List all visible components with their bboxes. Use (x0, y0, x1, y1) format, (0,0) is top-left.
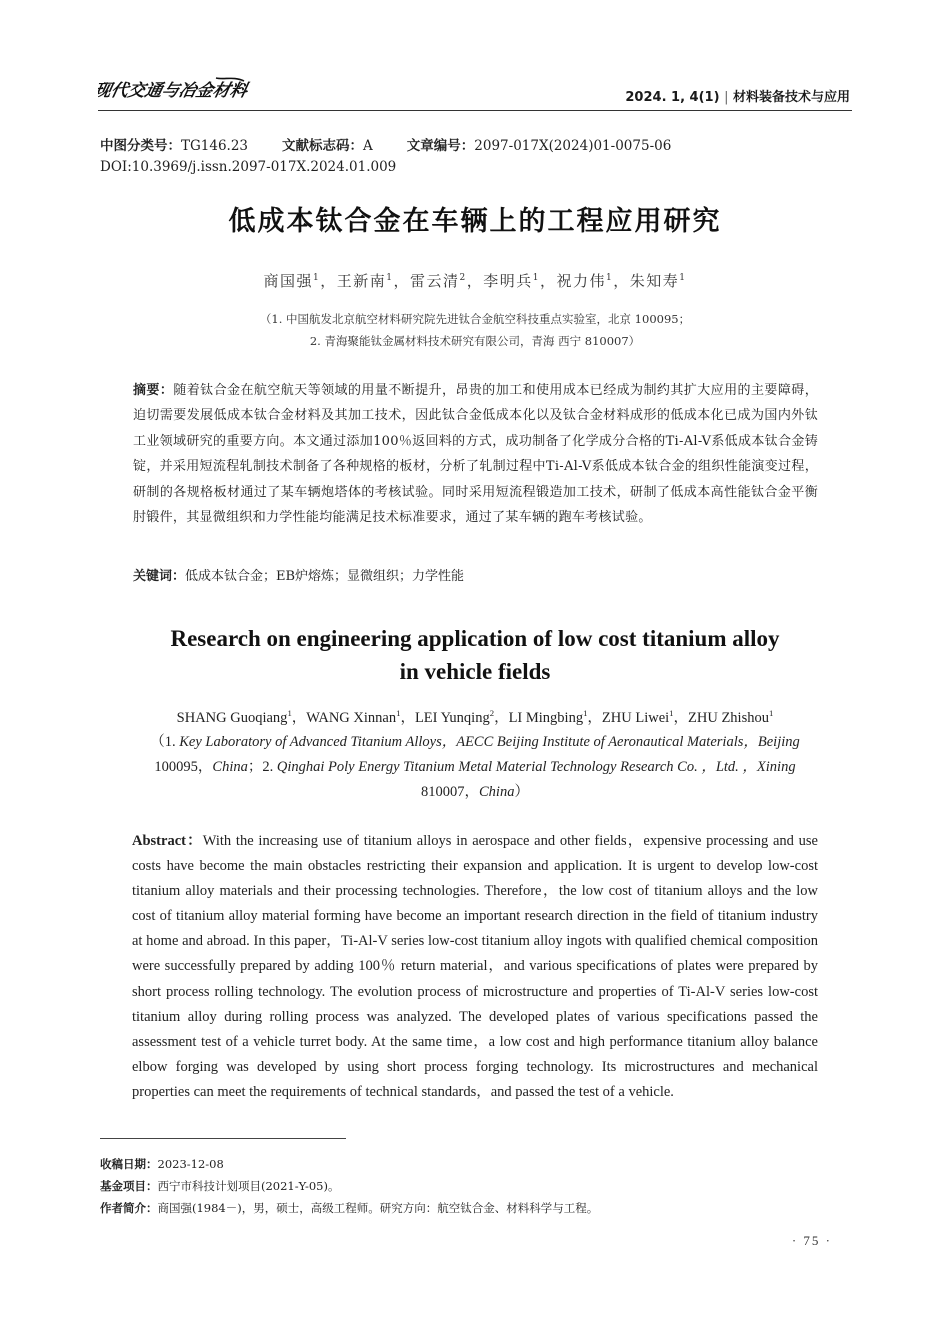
keywords-chinese (133, 565, 464, 584)
author-cn-affiliation-mark: 1 (606, 273, 614, 283)
affil-zip-2: 810007， (421, 784, 480, 800)
author-en-name: ZHU Zhishou (688, 710, 769, 726)
author-en-separator: ， (400, 710, 415, 726)
author-cn-name: 商国强 (263, 272, 313, 290)
article-no-label: 文章编号： (406, 138, 475, 154)
header-separator: | (724, 90, 729, 105)
author-cn-name: 祝力伟 (556, 272, 607, 290)
footnote-funding-text: 西宁市科技计划项目(2021-Y-05)。 (157, 1179, 340, 1193)
author-en-name: SHANG Guoqiang (176, 710, 288, 726)
header-divider (98, 110, 852, 111)
authors-chinese (0, 270, 950, 291)
affil-country-1: China (212, 759, 248, 775)
author-cn-separator: ， (320, 272, 337, 290)
journal-logo (98, 72, 258, 108)
abstract-english-text: With the increasing use of titanium alloys in aerospace and other fields，expensive processing and use costs have become the main obstacles restricting their expansion and application. It is urgent to develop low-cost titanium alloy materials and their processing technologies. Therefore，the low cost of titanium alloys and the low cost of titanium alloy material forming have become an important research direction in the field of titanium industry at home and abroad. In this paper，Ti-Al-V series low-cost titanium alloy ingots with qualified chemical composition were successfully prepared by adding 100％ return material，and various specifications of plates were prepared by short process rolling technology. The evolution process of microstructure and properties of Ti-Al-V series low-cost titanium alloy during rolling process was analyzed. The developed plates of various specifications passed the assessment test of a vehicle turret body. At the same time，a low cost and high performance titanium alloy balance elbow forging was developed by using short process forging technology. Its microstructures and mechanical properties can meet the requirements of technical standards，and passed the test of a vehicle. (132, 833, 818, 1100)
page-number: · 75 · (791, 1233, 832, 1248)
author-cn-separator: ， (466, 272, 484, 290)
author-en-affiliation-mark: 1 (768, 708, 774, 719)
clc-label: 中图分类号： (100, 138, 181, 154)
affil-zip-1: 100095， (154, 759, 213, 775)
affiliation-chinese-1: （1. 中国航发北京航空材料研究院先进钛合金航空科技重点实验室，北京 100095； (259, 312, 691, 326)
affiliation-chinese-2: 2. 青海聚能钛金属材料技术研究有限公司，青海 西宁 810007） (309, 334, 641, 348)
author-cn-affiliation-mark: 1 (679, 273, 687, 283)
footnote-funding (100, 1178, 339, 1194)
author-cn-name: 雷云清 (409, 272, 460, 290)
author-en-name: WANG Xinnan (306, 710, 397, 726)
title-chinese: 低成本钛合金在车辆上的工程应用研究 (228, 206, 722, 237)
abstract-chinese (133, 378, 818, 530)
author-cn-affiliation-mark: 1 (532, 273, 540, 283)
author-cn-name: 王新南 (336, 272, 387, 290)
author-en-separator: ， (494, 710, 509, 726)
doc-code-label: 文献标志码： (282, 138, 364, 154)
title-english-line-2: in vehicle fields (399, 659, 551, 684)
author-en-affiliation-mark: 1 (583, 708, 588, 719)
journal-logo-text: 现代交通与冶金材料 (98, 81, 250, 101)
footnote-funding-label: 基金项目： (100, 1179, 158, 1193)
author-cn-affiliation-mark: 2 (459, 273, 467, 283)
footnote-divider (100, 1138, 346, 1139)
journal-logo-graphic (98, 72, 258, 108)
doc-code-value: A (363, 138, 373, 154)
author-cn-separator: ， (540, 272, 557, 290)
author-cn-separator: ， (613, 272, 630, 290)
issue-info: 2024. 1, 4(1) (625, 90, 720, 105)
author-en-name: LI Mingbing (508, 710, 584, 726)
author-en-separator: ， (587, 710, 602, 726)
title-english-line-1: Research on engineering application of low cost titanium alloy (170, 626, 780, 651)
author-cn-separator: ， (393, 272, 410, 290)
abstract-english-label: Abstract： (132, 833, 203, 849)
abstract-chinese-label: 摘要： (133, 383, 174, 398)
affil-open: （1. (150, 734, 180, 750)
footnote-received-text: 2023-12-08 (157, 1157, 224, 1171)
author-cn-affiliation-mark: 1 (312, 273, 321, 283)
footnote-author-bio-label: 作者简介： (100, 1201, 158, 1215)
title-english (0, 622, 950, 688)
author-en-affiliation-mark: 1 (287, 708, 292, 719)
authors-english (0, 706, 950, 727)
author-cn-affiliation-mark: 1 (386, 273, 394, 283)
keywords-label: 关键词： (133, 569, 186, 584)
footnote-author-bio-text: 商国强(1984－)，男，硕士，高级工程师。研究方向：航空钛合金、材料科学与工程。 (157, 1201, 599, 1215)
author-en-name: LEI Yunqing (414, 710, 490, 726)
footnote-received (100, 1156, 224, 1172)
abstract-chinese-text: 随着钛合金在航空航天等领域的用量不断提升，昂贵的加工和使用成本已经成为制约其扩大应用的主要障碍，迫切需要发展低成本钛合金材料及其加工技术，因此钛合金低成本化以及钛合金材料成形的低成本化已成为国内外钛工业领域研究的重要方向。本文通过添加100％返回料的方式，成功制备了化学成分合格的Ti-Al-V系低成本钛合金铸锭，并采用短流程轧制技术制备了各种规格的板材，分析了轧制过程中Ti-Al-V系低成本钛合金的组织性能演变过程，研制的各规格板材通过了某车辆炮塔体的考核试验。同时采用短流程锻造加工技术，研制了低成本高性能钛合金平衡肘锻件，其显微组织和力学性能均能满足技术标准要求，通过了某车辆的跑车考核试验。 (133, 383, 818, 526)
affil-country-2: China (479, 784, 515, 800)
author-cn-name: 李明兵 (483, 272, 533, 290)
classification-line (100, 134, 671, 154)
clc-value: TG146.23 (181, 138, 249, 154)
author-en-affiliation-mark: 1 (396, 708, 401, 719)
author-en-affiliation-mark: 1 (669, 708, 674, 719)
footnote-author-bio (100, 1200, 598, 1216)
author-en-separator: ， (673, 710, 689, 726)
author-cn-name: 朱知寿 (629, 272, 680, 290)
article-no-value: 2097-017X(2024)01-0075-06 (474, 138, 672, 154)
author-en-separator: ， (291, 710, 307, 726)
footnote-received-label: 收稿日期： (100, 1157, 158, 1171)
affil-institution-2: Qinghai Poly Energy Titanium Metal Material Technology Research Co. ，Ltd. ，Xining (276, 759, 796, 775)
author-en-name: ZHU Liwei (601, 710, 670, 726)
keywords-text: 低成本钛合金；EB炉熔炼；显微组织；力学性能 (185, 569, 465, 584)
affil-close: ） (514, 784, 529, 800)
affil-sep: ；2. (247, 759, 277, 775)
running-header (625, 86, 850, 105)
affiliation-english (132, 730, 818, 805)
abstract-english (132, 829, 818, 1105)
column-name: 材料装备技术与应用 (732, 90, 850, 105)
author-en-affiliation-mark: 2 (489, 708, 495, 719)
affil-institution-1: Key Laboratory of Advanced Titanium Alloys，AECC Beijing Institute of Aeronautical Materials，Beijing (179, 734, 800, 750)
doi[interactable]: DOI:10.3969/j.issn.2097-017X.2024.01.009 (100, 159, 397, 175)
